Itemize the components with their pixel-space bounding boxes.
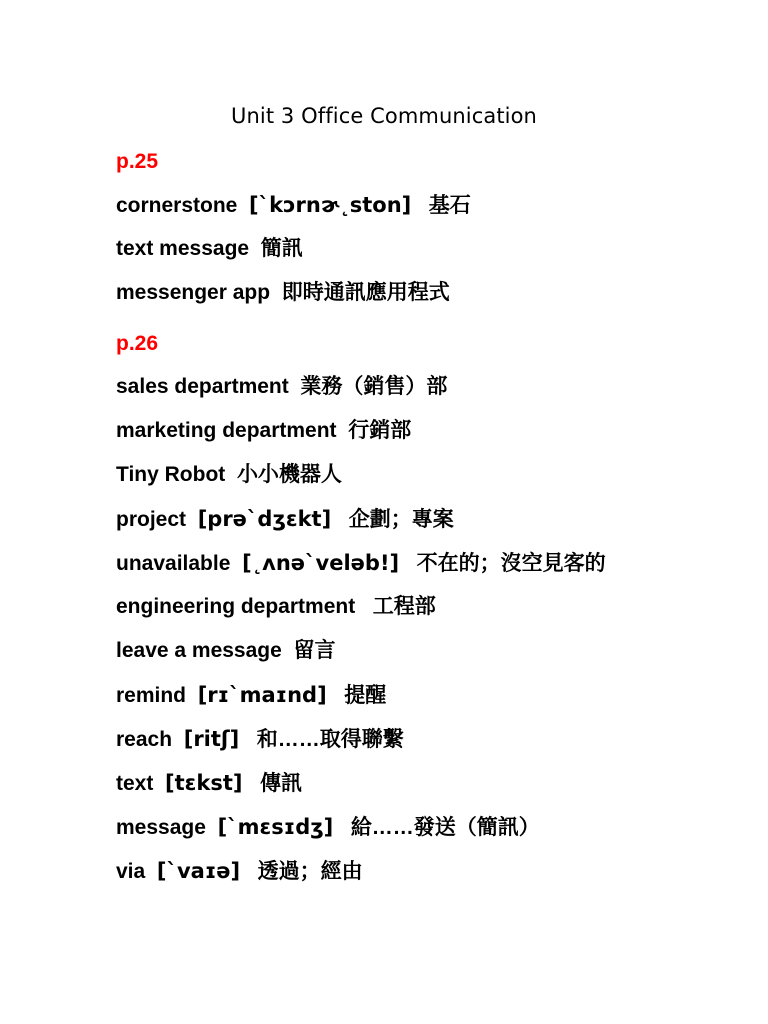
- vocab-ipa: [`mɛsɪdʒ]: [217, 815, 334, 839]
- vocab-entry: [116, 417, 736, 445]
- vocab-ipa: [`kɔrnɚ˛ston]: [249, 193, 412, 217]
- vocab-term: text: [116, 772, 154, 795]
- vocab-ipa: [tɛkst]: [165, 771, 243, 795]
- page-reference: p.25: [116, 150, 159, 173]
- vocab-entry: [116, 725, 736, 753]
- vocab-ipa: [ritʃ]: [183, 727, 240, 751]
- vocab-ipa: [`vaɪə]: [156, 859, 241, 883]
- vocabulary-list: [116, 148, 736, 885]
- vocab-gloss: 小小機器人: [236, 463, 342, 486]
- vocab-entry: [116, 235, 736, 263]
- section-p26: [116, 330, 736, 885]
- vocab-term: leave a message: [116, 639, 282, 662]
- page-reference: p.26: [116, 332, 159, 355]
- vocab-gloss: 留言: [293, 639, 336, 662]
- vocab-term: text message: [116, 237, 250, 260]
- vocab-entry: [116, 769, 736, 797]
- vocab-gloss: 簡訊: [260, 237, 303, 260]
- vocab-gloss: 和……取得聯繫: [256, 728, 404, 751]
- vocab-gloss: 業務（銷售）部: [300, 375, 448, 398]
- vocab-entry: [116, 191, 736, 219]
- section-p25: [116, 148, 736, 307]
- vocab-term: engineering department: [116, 595, 356, 618]
- vocab-gloss: 工程部: [372, 595, 436, 618]
- vocab-term: reach: [116, 728, 173, 751]
- vocab-entry: [116, 593, 736, 621]
- vocab-gloss: 給……發送（簡訊）: [350, 816, 540, 839]
- vocab-term: messenger app: [116, 281, 271, 304]
- vocab-term: sales department: [116, 375, 289, 398]
- vocab-gloss: 即時通訊應用程式: [281, 281, 450, 304]
- vocab-entry: [116, 681, 736, 709]
- vocab-entry: [116, 505, 736, 533]
- vocab-term: unavailable: [116, 552, 231, 575]
- vocab-gloss: 透過；經由: [257, 860, 363, 883]
- vocab-gloss: 企劃；專案: [348, 508, 454, 531]
- section-spacer: [116, 307, 736, 330]
- vocab-ipa: [˛ʌnə`veləb!]: [242, 551, 400, 575]
- vocab-term: project: [116, 508, 187, 531]
- vocab-ipa: [rɪ`maɪnd]: [197, 683, 327, 707]
- vocab-entry: [116, 857, 736, 885]
- vocab-entry: [116, 549, 736, 577]
- vocab-term: message: [116, 816, 206, 839]
- vocab-gloss: 行銷部: [348, 419, 412, 442]
- vocab-entry: [116, 637, 736, 665]
- vocab-term: via: [116, 860, 146, 883]
- vocab-ipa: [prə`dʒɛkt]: [197, 507, 332, 531]
- vocab-gloss: 不在的；沒空見客的: [416, 552, 606, 575]
- page-title: Unit 3 Office Communication: [231, 104, 537, 128]
- vocab-entry: [116, 461, 736, 489]
- vocab-term: marketing department: [116, 419, 337, 442]
- vocab-term: Tiny Robot: [116, 463, 226, 486]
- vocab-gloss: 基石: [428, 194, 471, 217]
- vocab-gloss: 提醒: [344, 684, 387, 707]
- vocab-term: remind: [116, 684, 187, 707]
- vocab-entry: [116, 813, 736, 841]
- vocab-entry: [116, 279, 736, 307]
- vocab-term: cornerstone: [116, 194, 238, 217]
- vocab-entry: [116, 373, 736, 401]
- vocab-gloss: 傳訊: [259, 772, 302, 795]
